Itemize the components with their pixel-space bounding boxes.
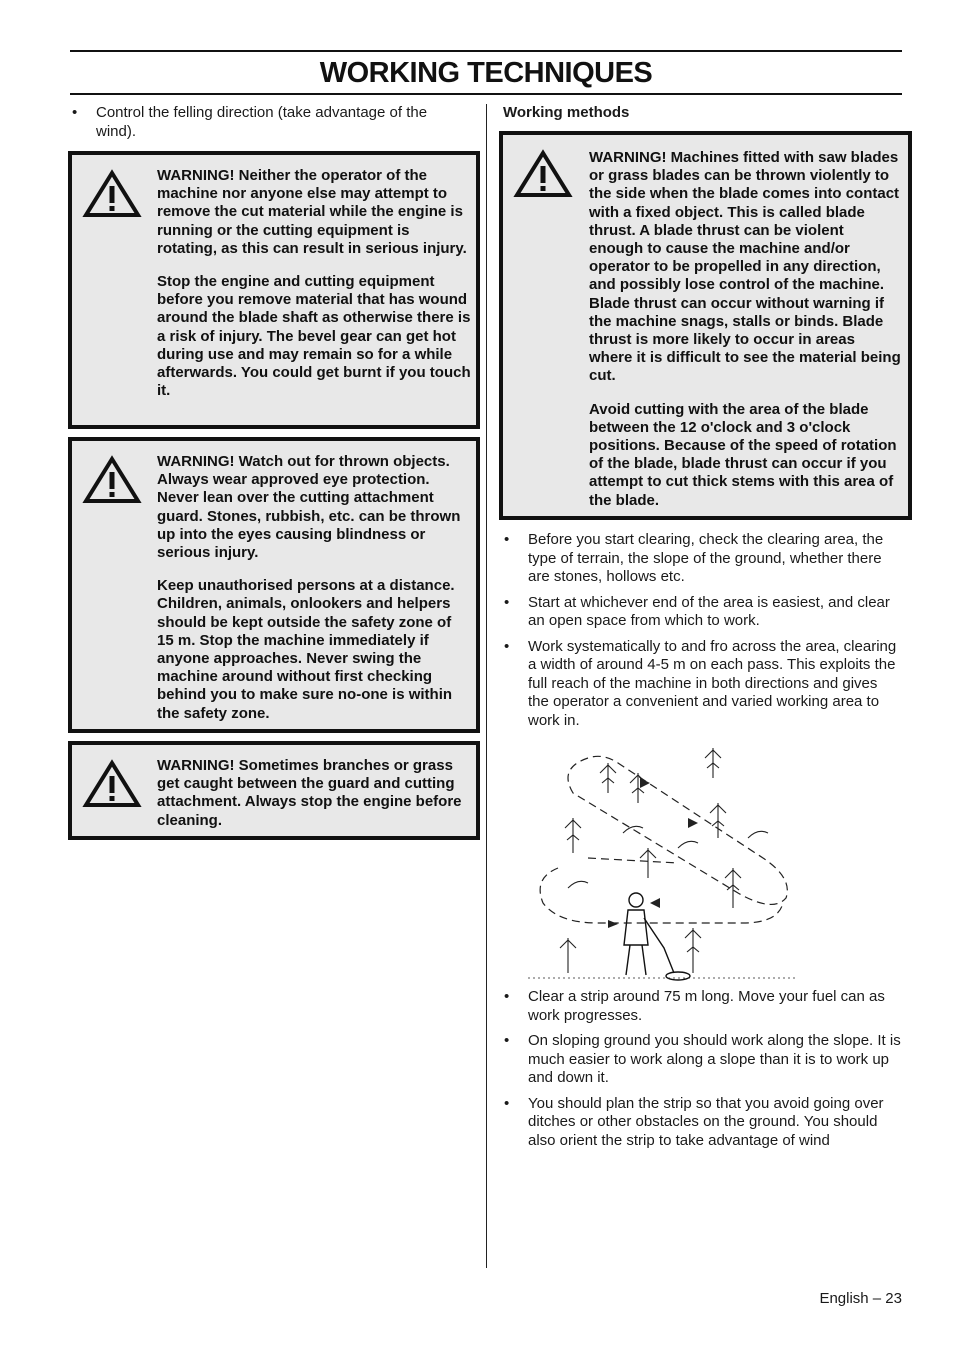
header-rule-bottom xyxy=(70,93,902,95)
section-heading: Working methods xyxy=(503,104,630,121)
right-bullet-list-1 xyxy=(502,531,902,737)
page-footer: English – 23 xyxy=(819,1290,902,1307)
list-item: • Clear a strip around 75 m long. Move your fuel can as work progresses. xyxy=(504,988,885,1024)
list-item: • You should plan the strip so that you avoid going over ditches or other obstacles on the ground. You should also orient the strip to take advantage of wind xyxy=(504,1094,884,1149)
list-item: • Start at whichever end of the area is easiest, and clear an open space from which to work. xyxy=(504,593,890,629)
right-bullet-list-2 xyxy=(502,988,902,1157)
list-item: • On sloping ground you should work along the slope. It is much easier to work along a slope than it is to work up and down it. xyxy=(504,1032,901,1086)
list-item-text: Control the felling direction (take advantage of the wind). xyxy=(96,104,428,140)
warning-text: Keep unauthorised persons at a distance. Children, animals, onlookers and helpers should be kept outside the safety zone of 15 m. Stop the machine immediately if anyone approaches. Never swing the machine around without first checking behind you to make sure no-one is within the safety zone. xyxy=(157,577,455,722)
warning-text: WARNING! Sometimes branches or grass get caught between the guard and cutting attachment. Always stop the engine before cleaning. xyxy=(157,757,462,829)
list-item: • Work systematically to and fro across the area, clearing a width of around 4-5 m on each pass. This exploits the full reach of the machine in both directions and gives the operator a convenient and varied working area to work in. xyxy=(504,637,897,729)
warning-box-blade-thrust xyxy=(499,131,912,520)
header-rule-top xyxy=(70,50,902,52)
warning-text: Avoid cutting with the area of the blade between the 12 o'clock and 3 o'clock positions. Because of the speed of rotation of the blade, blade thrust can occur if you attempt to cut thick stems with this area of the blade. xyxy=(589,400,897,509)
warning-triangle-icon xyxy=(82,455,142,505)
clearing-pattern-illustration xyxy=(528,738,798,982)
list-item-text: You should plan the strip so that you avoid going over ditches or other obstacles on the ground. You should also orient the strip to take advantage of wind xyxy=(528,1094,884,1149)
warning-box-1 xyxy=(68,151,480,429)
warning-triangle-icon xyxy=(82,169,142,219)
warning-triangle-icon xyxy=(82,759,142,809)
list-item-text: Before you start clearing, check the clearing area, the type of terrain, the slope of the ground, whether there are stones, hollows etc. xyxy=(528,531,884,585)
warning-text: WARNING! Watch out for thrown objects. Always wear approved eye protection. Never lean over the cutting attachment guard. Stones, rubbish, etc. can be thrown up into the eyes causing blindness or serious injury. xyxy=(157,453,461,562)
column-divider xyxy=(486,104,487,1268)
warning-text: WARNING! Neither the operator of the machine nor anyone else may attempt to remove the cut material while the engine is running or the cutting equipment is rotating, as this can result in serious injury. xyxy=(157,167,467,257)
list-item-text: Work systematically to and fro across the area, clearing a width of around 4-5 m on each pass. This exploits the full reach of the machine in both directions and gives the operator a convenient and varied working area to work in. xyxy=(528,637,897,729)
list-item-text: Clear a strip around 75 m long. Move your fuel can as work progresses. xyxy=(528,988,885,1024)
left-bullet-list xyxy=(70,104,470,148)
list-item-text: Start at whichever end of the area is easiest, and clear an open space from which to work. xyxy=(528,593,890,629)
warning-triangle-icon xyxy=(513,149,573,199)
warning-box-2 xyxy=(68,437,480,733)
list-item-text: On sloping ground you should work along the slope. It is much easier to work along a slope than it is to work up and down it. xyxy=(528,1032,901,1086)
list-item: • Control the felling direction (take advantage of the wind). xyxy=(72,104,428,140)
page-title: WORKING TECHNIQUES xyxy=(319,57,653,89)
warning-text: Stop the engine and cutting equipment before you remove material that has wound around the blade shaft as otherwise there is a risk of injury. The bevel gear can get hot during use and may remain so for a while afterwards. You could get burnt if you touch it. xyxy=(157,273,471,400)
list-item: • Before you start clearing, check the clearing area, the type of terrain, the slope of the ground, whether there are stones, hollows etc. xyxy=(504,531,884,585)
warning-box-3 xyxy=(68,741,480,840)
warning-text: WARNING! Machines fitted with saw blades or grass blades can be thrown violently to the side when the blade comes into contact with a fixed object. This is called blade thrust. A blade thrust can be violent enough to cause the machine and/or operator to be propelled in any direction, and possibly lose control of the machine. Blade thrust can occur without warning if the machine snags, stalls or binds. Blade thrust is more likely to occur in areas where it is difficult to see the material being cut. xyxy=(589,149,901,385)
